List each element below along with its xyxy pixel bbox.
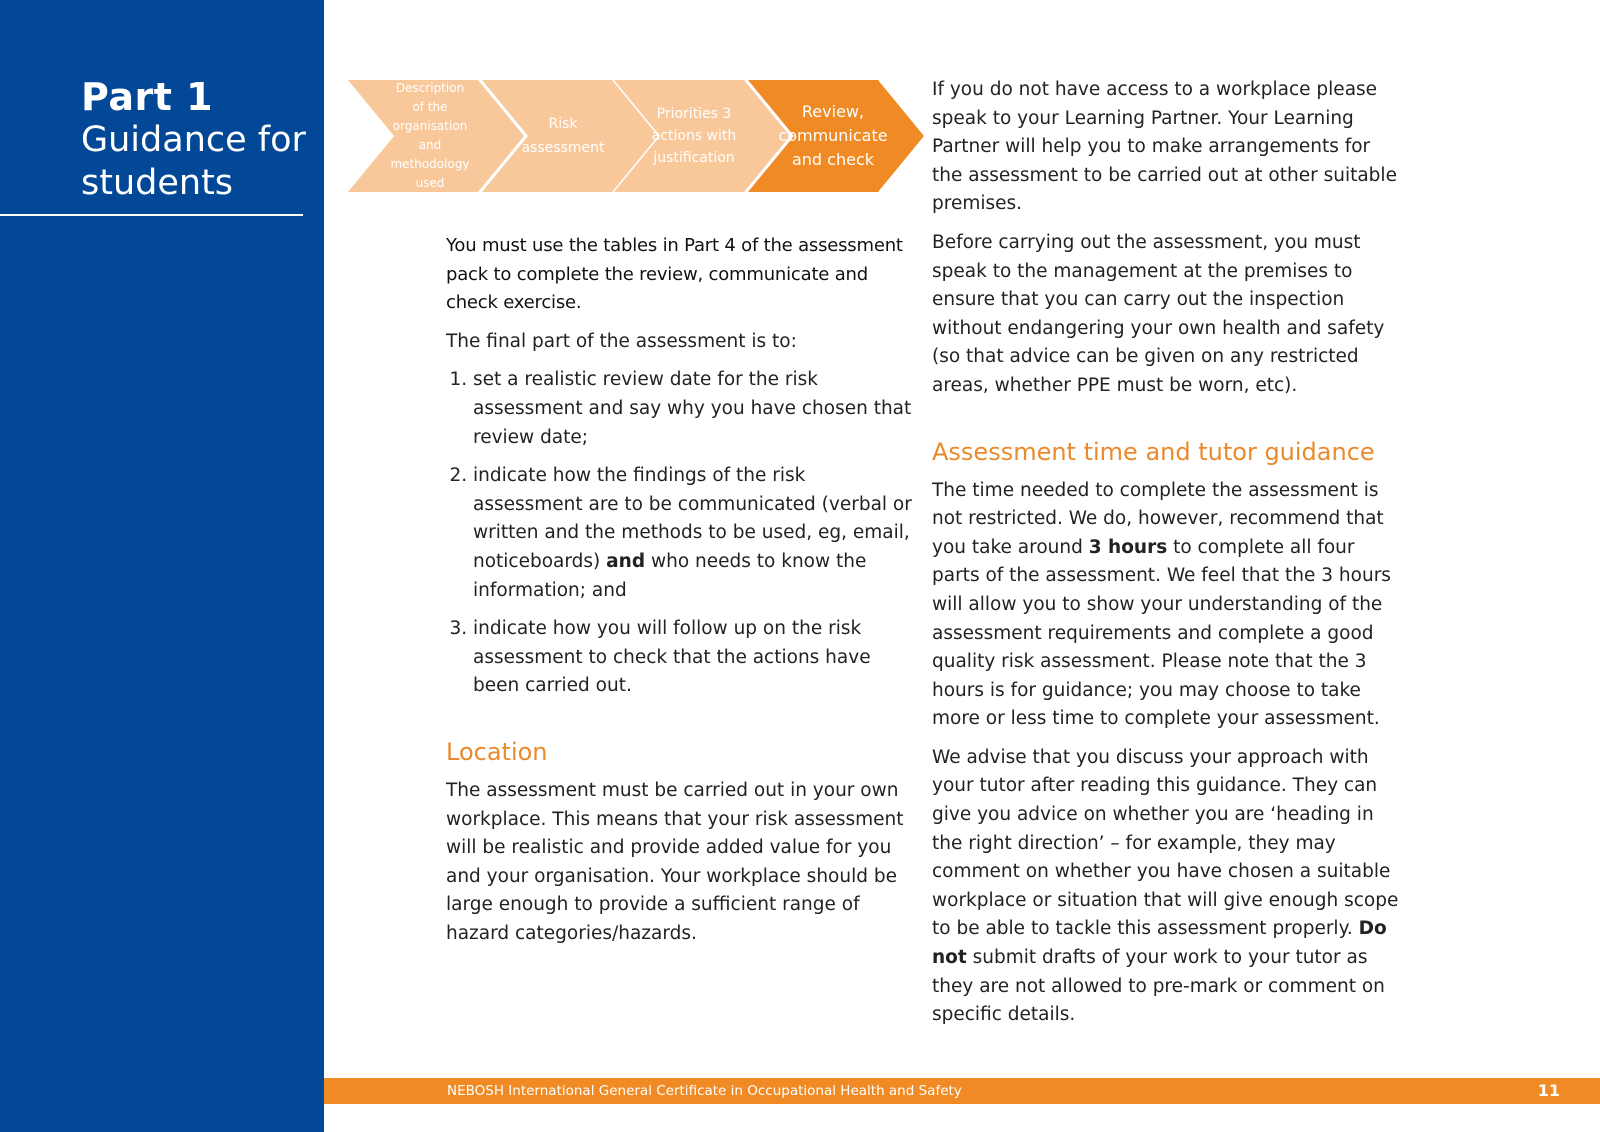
- step-label-line: and check: [791, 150, 874, 169]
- step-label-line: and methodology: [390, 138, 470, 171]
- list-item: 3. indicate how you will follow up on the risk assessment to check that the actions have been carried out.: [473, 615, 916, 701]
- step-label-line: Review,: [801, 102, 865, 121]
- step-label-line: Priorities 3: [656, 106, 732, 122]
- sidebar: [0, 0, 324, 1132]
- tutor-paragraph: [932, 744, 1402, 1030]
- task-list: [446, 366, 916, 701]
- part-number: Part 1: [81, 75, 214, 119]
- left-column: [446, 232, 916, 958]
- tutor-text: submit drafts of your work to your tutor as they are not allowed to pre-mark or comment on specific details.: [932, 947, 1385, 1026]
- list-item: [473, 462, 916, 605]
- list-text: indicate how the findings of the risk assessment are to be communicated (verbal or written and the methods to be used, eg, email, noticeboards): [473, 465, 912, 572]
- step-label-line: Description: [395, 81, 465, 95]
- tutor-emphasis: Do not: [932, 918, 1387, 969]
- assessment-time-heading: Assessment time and tutor guidance: [932, 437, 1375, 466]
- time-paragraph: [932, 477, 1402, 734]
- step-label-1: [378, 80, 482, 192]
- step-label-3: [644, 80, 744, 192]
- management-paragraph: Before carrying out the assessment, you must speak to the management at the premises to ensure that you can carry out the inspection without endangering your own health and safety (so that advice can be given on any restricted areas, whether PPE must be worn, etc).: [932, 231, 1385, 396]
- step-label-line: used: [415, 176, 445, 190]
- location-paragraph: The assessment must be carried out in your own workplace. This means that your risk assessment will be realistic and provide added value for you and your organisation. Your workplace should be large enough to provide a sufficient range of hazard categories/hazards.: [446, 779, 904, 944]
- step-label-line: organisation: [392, 119, 468, 133]
- step-label-line: of the: [412, 100, 448, 114]
- list-item: 1. set a realistic review date for the risk assessment and say why you have chosen that review date;: [473, 366, 916, 452]
- time-emphasis: 3 hours: [1088, 536, 1168, 558]
- step-label-2: [513, 80, 613, 192]
- part-subtitle: Guidance for students: [81, 120, 306, 203]
- tutor-text: We advise that you discuss your approach with your tutor after reading this guidance. They can give you advice on whether you are ‘heading in the right direction’ – for example, they may comment on whether you have chosen a suitable workplace or situation that will give enough scope to be able to tackle this assessment properly.: [932, 746, 1399, 940]
- workplace-access-paragraph: If you do not have access to a workplace please speak to your Learning Partner. Your Learning Partner will help you to make arrangements for the assessment to be carried out at other suitable premises.: [932, 79, 1397, 215]
- step-label-line: Risk: [548, 116, 578, 132]
- list-emphasis: and: [606, 550, 646, 572]
- right-column: [932, 76, 1402, 1040]
- footer-title: NEBOSH International General Certificate in Occupational Health and Safety: [447, 1083, 962, 1099]
- process-chevrons: [348, 80, 924, 192]
- page-number: 11: [1537, 1081, 1560, 1100]
- time-text: The time needed to complete the assessment is not restricted. We do, however, recommend that you take around: [932, 479, 1384, 558]
- location-heading: Location: [446, 737, 548, 766]
- time-text: to complete all four parts of the assessment. We feel that the 3 hours will allow you to show your understanding of the assessment requirements and complete a good quality risk assessment. Please note that the 3 hours is for guidance; you may choose to take more or less time to complete your assessment.: [932, 536, 1391, 730]
- sidebar-divider: [0, 214, 303, 216]
- step-label-line: communicate: [778, 126, 888, 145]
- footer-bar: [324, 1078, 1600, 1104]
- step-label-line: assessment: [521, 140, 605, 156]
- lead-paragraph: The final part of the assessment is to:: [446, 330, 797, 352]
- step-label-4: [778, 80, 888, 192]
- list-text: who needs to know the information; and: [473, 550, 867, 601]
- step-label-line: justification: [653, 150, 735, 166]
- part-title: [81, 76, 311, 205]
- intro-paragraph: You must use the tables in Part 4 of the assessment pack to complete the review, communicate and check exercise.: [446, 235, 903, 314]
- step-label-line: actions with: [651, 128, 737, 144]
